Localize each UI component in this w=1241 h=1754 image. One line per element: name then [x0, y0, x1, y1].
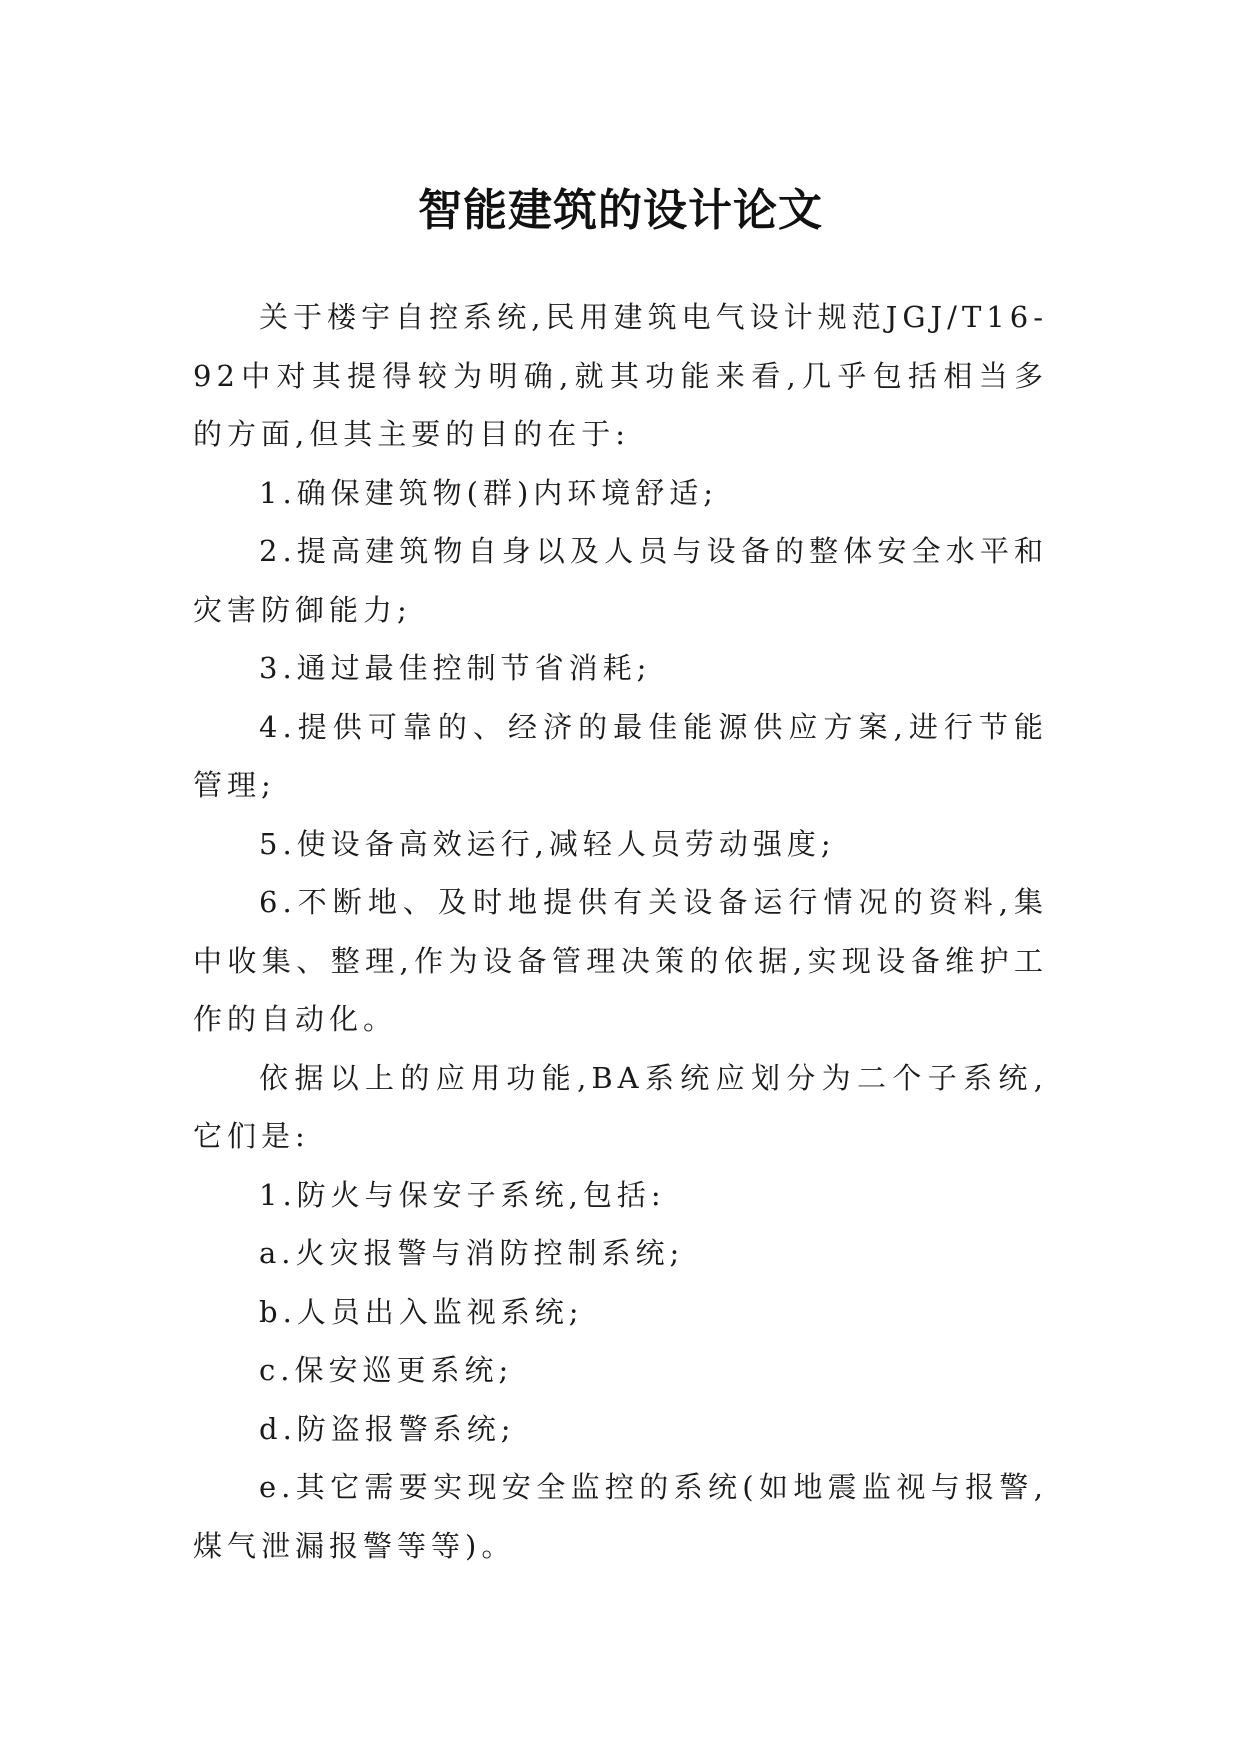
paragraph-subsystems: 依据以上的应用功能,BA系统应划分为二个子系统,它们是:	[193, 1060, 1048, 1153]
subsystem-item-d: d.防盗报警系统;	[259, 1411, 516, 1446]
subsystem-item-c: c.保安巡更系统;	[259, 1353, 514, 1387]
subsystem-item-e: e.其它需要实现安全监控的系统(如地震监视与报警,煤气泄漏报警等等)。	[193, 1470, 1048, 1563]
list-item-2: 2.提高建筑物自身以及人员与设备的整体安全水平和灾害防御能力;	[193, 534, 1048, 627]
list-item-4: 4.提供可靠的、经济的最佳能源供应方案,进行节能管理;	[193, 709, 1048, 802]
list-item-1: 1.确保建筑物(群)内环境舒适;	[259, 475, 719, 510]
subsystem-item-b: b.人员出入监视系统;	[259, 1294, 584, 1329]
document-body	[193, 288, 1048, 1575]
subsystem-item-a: a.火灾报警与消防控制系统;	[259, 1236, 685, 1270]
subsystem-item-1: 1.防火与保安子系统,包括:	[259, 1177, 666, 1212]
list-item-3: 3.通过最佳控制节省消耗;	[259, 651, 652, 685]
list-item-6: 6.不断地、及时地提供有关设备运行情况的资料,集中收集、整理,作为设备管理决策的依据,实现设备维护工作的自动化。	[193, 885, 1048, 1036]
list-item-5: 5.使设备高效运行,减轻人员劳动强度;	[259, 826, 836, 861]
paragraph-intro: 关于楼宇自控系统,民用建筑电气设计规范JGJ/T16-92中对其提得较为明确,就其功能来看,几乎包括相当多的方面,但其主要的目的在于:	[193, 300, 1048, 451]
document-title: 智能建筑的设计论文	[418, 185, 823, 237]
